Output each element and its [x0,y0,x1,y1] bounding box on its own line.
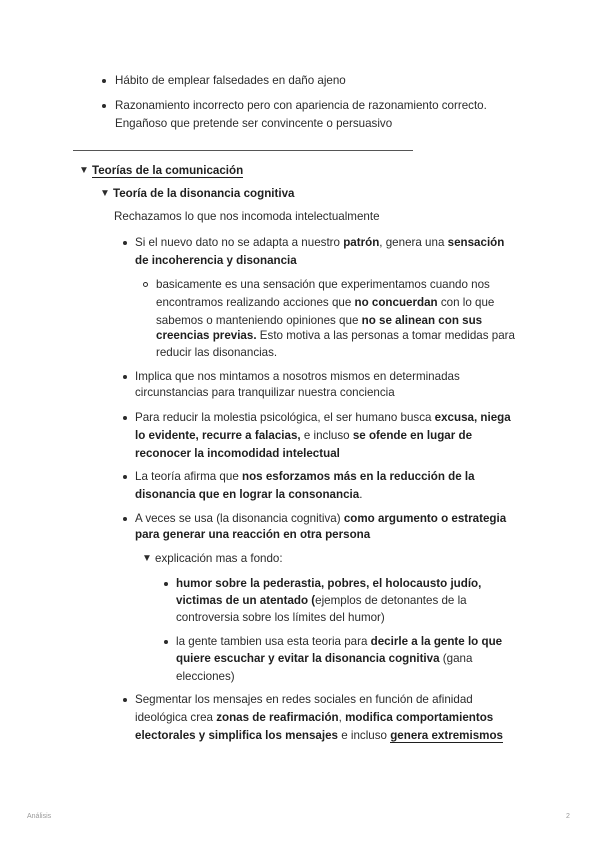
bullet-dot [164,582,168,586]
divider-line [73,150,413,151]
list-item-continuation: ideológica crea zonas de reafirmación, modifica comportamientos [135,711,494,724]
list-item-continuation: reducir las disonancias. [156,346,278,359]
toggle-arrow-icon[interactable]: ▼ [79,165,89,176]
bullet-dot [123,416,127,420]
footer-label: Análisis [27,813,52,820]
list-item: Si el nuevo dato no se adapta a nuestro patrón, genera una sensación [135,236,505,249]
list-item-continuation: reconocer la incomodidad intelectual [135,447,340,460]
list-item-continuation: victimas de un atentado (ejemplos de detonantes de la [176,594,467,607]
list-item-continuation: electorales y simplifica los mensajes e incluso genera extremismos [135,729,503,742]
toggle-title-disonancia[interactable]: Teoría de la disonancia cognitiva [113,187,295,200]
list-item: la gente tambien usa esta teoria para decirle a la gente lo que [176,635,503,648]
bullet-dot [123,241,127,245]
bullet-dot [102,79,106,83]
list-item-continuation: para generar una reacción en otra persona [135,528,371,541]
list-item-continuation: elecciones) [176,670,235,683]
list-item: Implica que nos mintamos a nosotros mismos en determinadas [135,370,460,383]
list-item: Segmentar los mensajes en redes sociales en función de afinidad [135,693,473,706]
bullet-dot [123,698,127,702]
toggle-arrow-icon[interactable]: ▼ [142,553,152,564]
list-item: A veces se usa (la disonancia cognitiva) como argumento o estrategia [135,512,507,525]
bullet-dot [123,517,127,521]
list-item-continuation: lo evidente, recurre a falacias, e incluso se ofende en lugar de [135,429,473,442]
list-item-continuation: controversia sobre los límites del humor) [176,611,385,624]
bullet-dot [102,104,106,108]
list-item-continuation: creencias previas. Esto motiva a las personas a tomar medidas para [156,329,515,342]
paragraph: Rechazamos lo que nos incomoda intelectualmente [114,210,380,223]
list-item: basicamente es una sensación que experimentamos cuando nos [156,278,490,291]
list-item: humor sobre la pederastia, pobres, el holocausto judío, [176,577,482,590]
list-item-continuation: disonancia que en lograr la consonancia. [135,488,363,501]
bullet-circle [143,282,148,287]
list-item: Para reducir la molestia psicológica, el ser humano busca excusa, niega [135,411,511,424]
list-item-continuation: Engañoso que pretende ser convincente o persuasivo [115,117,393,130]
bullet-dot [123,475,127,479]
list-item-continuation: de incoherencia y disonancia [135,254,297,267]
bullet-dot [164,640,168,644]
toggle-arrow-icon[interactable]: ▼ [100,188,110,199]
toggle-title-explicacion[interactable]: explicación mas a fondo: [155,552,283,565]
list-item-continuation: sabemos o manteniendo opiniones que no se alinean con sus [156,314,483,327]
list-item: La teoría afirma que nos esforzamos más en la reducción de la [135,470,475,483]
list-item-continuation: encontramos realizando acciones que no concuerdan con lo que [156,296,495,309]
list-item: Hábito de emplear falsedades en daño ajeno [115,74,346,87]
list-item: Razonamiento incorrecto pero con apariencia de razonamiento correcto. [115,99,487,112]
list-item-continuation: circunstancias para tranquilizar nuestra conciencia [135,386,395,399]
list-item-continuation: quiere escuchar y evitar la disonancia cognitiva (gana [176,652,473,665]
toggle-title-comunicacion[interactable]: Teorías de la comunicación [92,164,244,177]
page-number: 2 [566,813,570,820]
bullet-dot [123,375,127,379]
